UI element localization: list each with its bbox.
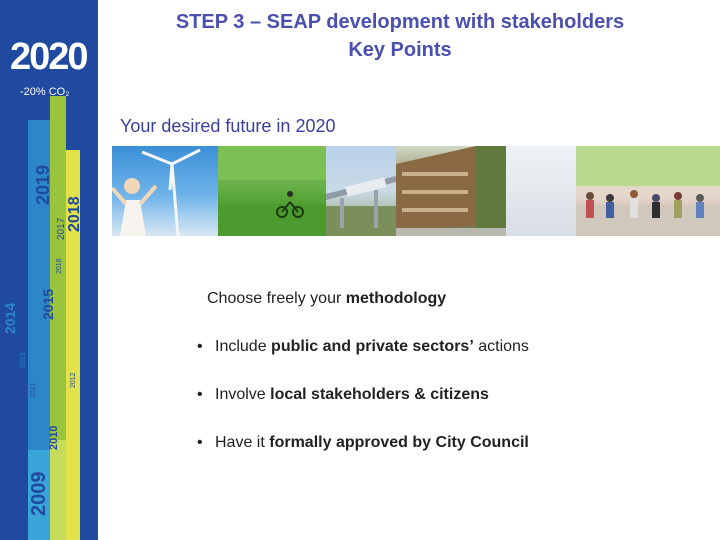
cyclist-park-photo [218,146,326,236]
wind-turbine-illustration [112,146,218,236]
bullet-dot-icon: • [197,338,203,355]
bullet-text: Have it [215,434,270,451]
logo-co2-target: -20% CO₂ [20,86,70,98]
slide-title [100,8,700,64]
monorail-photo [326,146,396,236]
year-2019: 2019 [33,164,53,205]
year-2012: 2012 [70,372,77,388]
section-subtitle: Your desired future in 2020 [120,116,336,136]
title-line-2: Key Points [348,39,452,61]
eco-housing-photo [396,146,506,236]
timeline-sidebar [0,0,98,540]
cyclist-illustration [218,146,326,236]
bullet-bold: formally approved by City Council [269,434,529,451]
bullet-text: Include [215,338,272,355]
list-item [197,337,529,385]
photo-strip [112,146,720,236]
pedestrian-street-photo [576,146,720,236]
logo-2020: 2020 [10,36,87,78]
timeline-bar-light [50,440,66,540]
year-2015: 2015 [40,288,56,320]
year-2011: 2011 [30,382,37,398]
title-line-1: STEP 3 – SEAP development with stakeholders [175,11,625,33]
housing-illustration [396,146,506,236]
bullet-bold: local stakeholders & citizens [270,386,489,403]
lead-bold: methodology [345,290,447,307]
bullet-text: Involve [215,386,271,403]
year-2009: 2009 [28,471,50,516]
white-gap [506,146,576,236]
crowd-illustration [576,146,720,236]
lead-plain: Choose freely your [207,290,346,307]
year-2010: 2010 [48,425,60,450]
wind-turbine-photo [112,146,218,236]
year-2014: 2014 [2,302,18,334]
monorail-illustration [326,146,396,236]
key-points-list [197,337,529,481]
list-item [197,385,529,433]
list-item [197,433,529,481]
year-2013: 2013 [20,352,27,368]
year-2017: 2017 [56,217,67,240]
methodology-statement [207,290,446,308]
year-2016: 2016 [56,258,63,274]
bullet-dot-icon: • [197,434,203,451]
year-2018: 2018 [66,196,83,232]
bullet-bold: public and private sectors’ [271,338,474,355]
bullet-text-after: actions [473,338,529,355]
bullet-dot-icon: • [197,386,203,403]
